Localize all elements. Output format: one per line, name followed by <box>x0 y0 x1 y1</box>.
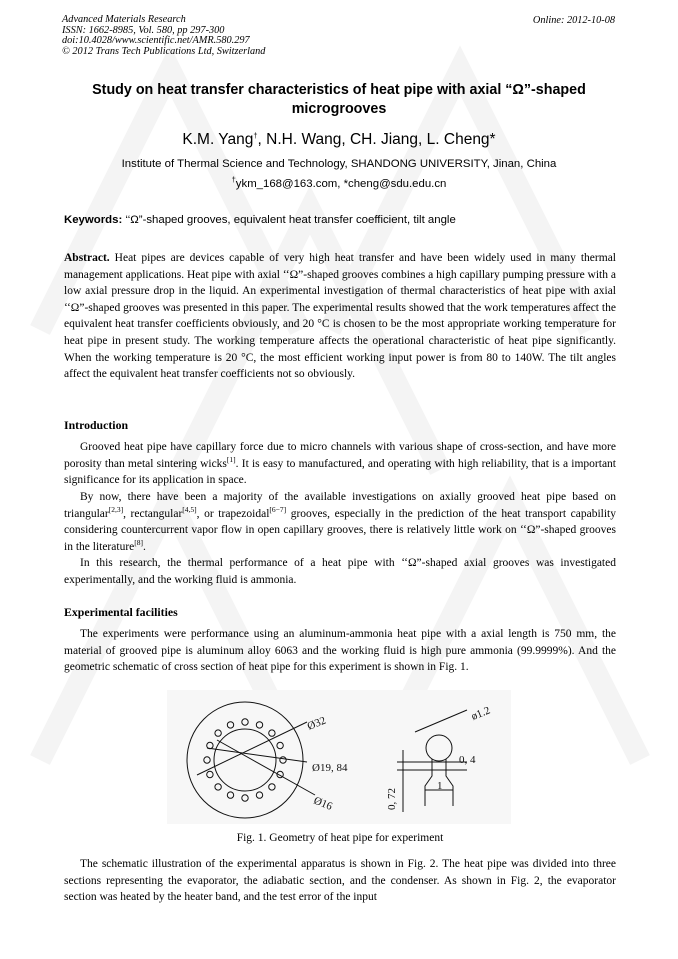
intro-p1-text-end: . It is easy to manufactured, and operating with high reliability, that is a important significance for its application in space. <box>64 457 616 487</box>
journal-header <box>62 15 265 57</box>
intro-heading: Introduction <box>64 418 129 432</box>
label-h072: 0, 72 <box>386 788 398 810</box>
intro-p2-text: grooves, especially in the prediction of the heat transport capability considering countercurrent vapor flow in open capillary grooves, there is relatively little work on ‘‘Ω”-shaped grooves in the literature <box>64 507 616 553</box>
label-w1: 1 <box>437 780 443 792</box>
groove-ring <box>204 719 286 801</box>
dagger-mark: † <box>253 130 258 140</box>
intro-paragraph-1 <box>64 439 616 489</box>
email-dagger: † <box>231 175 236 185</box>
author-rest: , N.H. Wang, CH. Jiang, L. Cheng* <box>257 131 496 148</box>
journal-name: Advanced Materials Research <box>62 14 186 25</box>
abstract <box>64 250 616 383</box>
intro-p1-text: Grooved heat pipe have capillary force due to micro channels with various shape of cross-section, and have more porosity than metal sintering wicks <box>64 441 616 470</box>
dim-line-16 <box>217 740 315 795</box>
intro-p2-text: . <box>143 540 146 553</box>
abstract-text: Heat pipes are devices capable of very high heat transfer and have been widely used in many thermal management applications. Heat pipe with axial ‘‘Ω”-shaped grooves combines a high capillary pumping pressure with a low axial pressure drop in the liquid. An experimental investigation of thermal characteristics of heat pipe with axial ‘‘Ω”-shaped grooves was presented in this paper. The experimental results showed that the work temperatures affect the equivalent heat transfer coefficients obviously, and 20 °C is chosen to be the most appropriate working temperature for heat pipe in present study. The working temperature affects the operational characteristic of heat pipe significantly. When the working temperature is 20 °C, the most efficient working input power is from 80 to 140W. The tilt angles affect the equivalent heat transfer coefficients not so obviously. <box>64 252 616 381</box>
experimental-paragraph-2: The schematic illustration of the experimental apparatus is shown in Fig. 2. The heat pipe was divided into three sections representing the evaporator, the adiabatic section, and the condenser. As shown in Fig. 2, the evaporator section was heated by the heater band, and the test error of the input <box>64 858 616 904</box>
label-d32: Ø32 <box>305 714 328 733</box>
affiliation: Institute of Thermal Science and Technology, SHANDONG UNIVERSITY, Jinan, China <box>121 158 557 170</box>
dim-line-1984 <box>207 748 307 762</box>
inner-bore <box>214 729 276 791</box>
citation: [2,3] <box>108 504 124 514</box>
label-d1984: Ø19, 84 <box>312 762 348 774</box>
intro-paragraph-3: In this research, the thermal performance of a heat pipe with ‘‘Ω”-shaped axial grooves was investigated experimentally, and the working fluid is ammonia. <box>64 557 616 586</box>
paper-title: Study on heat transfer characteristics of heat pipe with axial “Ω”-shaped microgrooves <box>92 82 586 117</box>
experimental-paragraph-1: The experiments were performance using an aluminum-ammonia heat pipe with a axial length is 750 mm, the material of grooved pipe is aluminum alloy 6063 and the working fluid is high pure ammonia (99.9999%). And the geometric schematic of cross section of heat pipe for this experiment is shown in Fig. 1. <box>64 628 616 674</box>
abstract-label: Abstract. <box>64 252 110 264</box>
intro-p2-text: , rectangular <box>123 507 183 520</box>
online-date: Online: 2012-10-08 <box>532 15 615 26</box>
citation: [6−7] <box>269 504 287 514</box>
citation: [4,5] <box>182 504 197 514</box>
label-w04: 0, 4 <box>459 754 476 766</box>
keywords-label: Keywords: <box>64 214 123 226</box>
issn: ISSN: 1662-8985, Vol. 580, pp 297-300 <box>62 24 225 36</box>
intro-p2-text: By now, there have been a majority of the available investigations on axially grooved heat pipe based on triangular <box>64 491 616 520</box>
email-text: ykm_168@163.com, *cheng@sdu.edu.cn <box>235 178 447 190</box>
groove-detail-circle <box>426 735 452 761</box>
author-first: K.M. Yang <box>182 131 254 148</box>
copyright: © 2012 Trans Tech Publications Ltd, Switzerland <box>62 45 266 57</box>
intro-paragraph-2 <box>64 489 616 555</box>
keywords-text: ‘‘Ω”-shaped grooves, equivalent heat transfer coefficient, tilt angle <box>122 214 456 226</box>
author-list <box>62 130 616 150</box>
citation: [8] <box>134 537 143 547</box>
citation: [1] <box>226 454 236 464</box>
author-emails <box>62 176 616 192</box>
label-d12: ø1.2 <box>469 704 492 723</box>
intro-p2-text: , or trapezoidal <box>196 507 270 520</box>
outer-wall <box>187 702 303 818</box>
figure-caption: Fig. 1. Geometry of heat pipe for experiment <box>236 832 444 844</box>
experimental-heading: Experimental facilities <box>64 605 178 619</box>
figure-heat-pipe-geometry <box>167 690 511 824</box>
keywords <box>64 213 616 227</box>
label-d16: Ø16 <box>311 794 334 813</box>
cross-section-drawing <box>167 690 511 824</box>
doi: doi:10.4028/www.scientific.net/AMR.580.297 <box>62 35 250 47</box>
